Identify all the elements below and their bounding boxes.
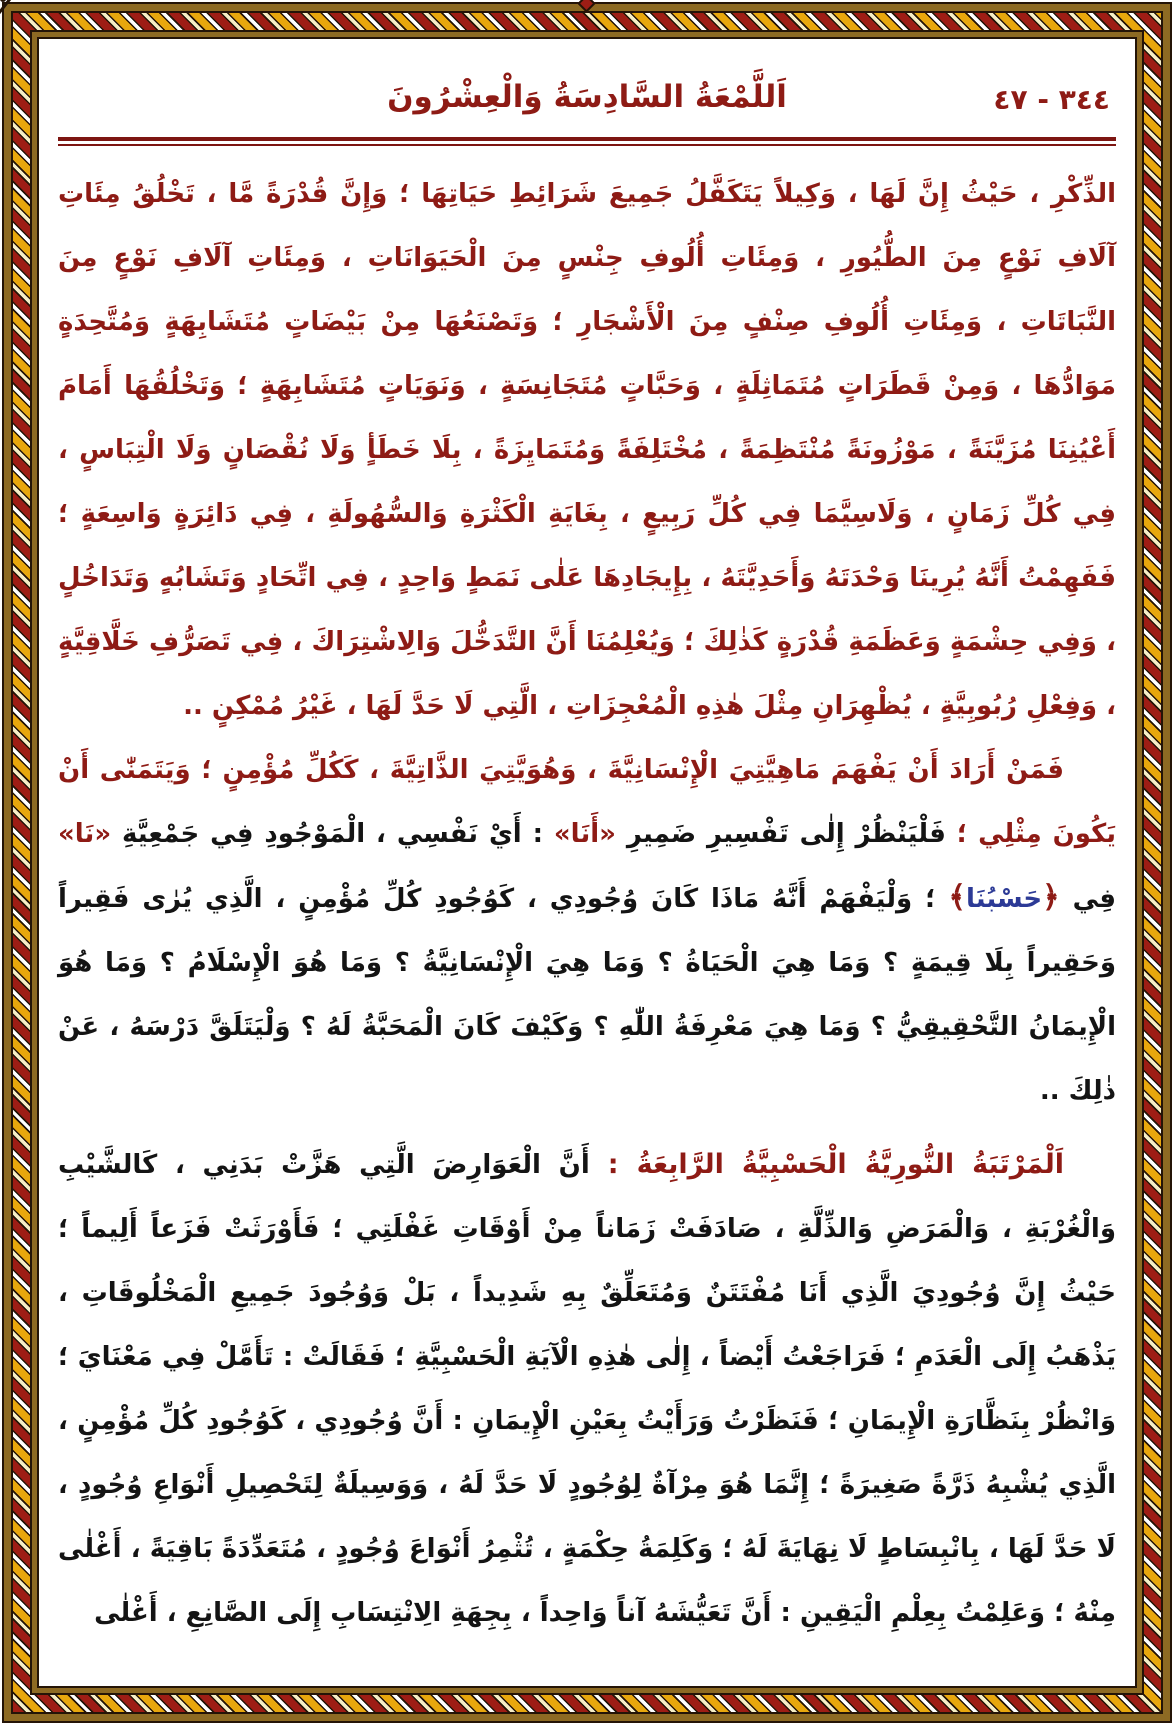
p2-black-tail: ؛ وَلْيَفْهَمْ أَنَّهُ مَاذَا كَانَ وُجُودِي ، كَوُجُودِ كُلِّ مُؤْمِنٍ ، الَّذِي يُرٰى فَقِيراً وَحَقِيراً بِلَا قِيمَةٍ ؟ وَمَا هِيَ الْحَيَاةُ ؟ وَمَا هِيَ الْإِنْسَانِيَّةُ ؟ وَمَا هُوَ الْإِسْلَامُ ؟ وَمَا هُوَ الْإِيمَانُ التَّحْقِيقِيُّ ؟ وَمَا هِيَ مَعْرِفَةُ اللّٰهِ ؟ وَكَيْفَ كَانَ الْمَحَبَّةُ لَهُ ؟ وَلْيَتَلَقَّ دَرْسَهُ ، عَنْ ذٰلِكَ .. <box>58 884 1116 1106</box>
p2-black-segment: فَلْيَنْظُرْ إِلٰى تَفْسِيرِ ضَمِيرِ <box>615 819 946 849</box>
corner-pin-ornament <box>0 0 11 14</box>
ornate-open-bracket: ﴿ <box>1042 880 1060 915</box>
paragraph-2 <box>58 738 1116 1123</box>
paragraph-3 <box>58 1133 1116 1645</box>
na-pronoun-quoted: «نَا» <box>58 819 112 849</box>
ana-pronoun-quoted: «أَنَا» <box>553 819 616 849</box>
section-heading-fourth-luminous-degree: اَلْمَرْتَبَةُ النُّورِيَّةُ الْحَسْبِيَّةُ الرَّابِعَةُ : <box>589 1149 1064 1180</box>
p2-red-lead: فَمَنْ أَرَادَ أَنْ يَفْهَمَ مَاهِيَّتِيَ الْإِنْسَانِيَّةَ ، وَهُوَيَّتِيَ الذَّاتِيَّةَ ، كَكُلِّ مُؤْمِنٍ ؛ وَيَتَمَنّٰى أَنْ يَكُونَ مِثْلِي ؛ <box>58 755 1116 849</box>
p3-body: أَنَّ الْعَوَارِضَ الَّتِي هَزَّتْ بَدَنِي ، كَالشَّيْبِ وَالْغُرْبَةِ ، وَالْمَرَضِ وَالذِّلَّةِ ، صَادَفَتْ زَمَاناً مِنْ أَوْقَاتِ غَفْلَتِي ؛ فَأَوْرَثَتْ فَزَعاً أَلِيماً ؛ حَيْثُ إِنَّ وُجُودِيَ الَّذِي أَنَا مُفْتَتَنٌ وَمُتَعَلِّقٌ بِهِ شَدِيداً ، بَلْ وَوُجُودَ جَمِيعِ الْمَخْلُوقَاتِ ، يَذْهَبُ إِلَى الْعَدَمِ ؛ فَرَاجَعْتُ أَيْضاً ، إِلٰى هٰذِهِ الْآيَةِ الْحَسْبِيَّةِ ؛ فَقَالَتْ : تَأَمَّلْ فِي مَعْنَايَ ؛ وَانْظُرْ بِنَظَّارَةِ الْإِيمَانِ ؛ فَنَظَرْتُ وَرَأَيْتُ بِعَيْنِ الْإِيمَانِ : أَنَّ وُجُودِي ، كَوُجُودِ كُلِّ مُؤْمِنٍ ، الَّذِي يُشْبِهُ ذَرَّةً صَغِيرَةً ؛ إِنَّمَا هُوَ مِرْآةٌ لِوُجُودٍ لَا حَدَّ لَهُ ، وَوَسِيلَةٌ لِتَحْصِيلِ أَنْوَاعِ وُجُودٍ ، لَا حَدَّ لَهَا ، بِانْبِسَاطٍ لَا نِهَايَةَ لَهُ ؛ وَكَلِمَةُ حِكْمَةٍ ، تُثْمِرُ أَنْوَاعَ وُجُودٍ ، مُتَعَدِّدَةً بَاقِيَةً ، أَغْلٰى مِنْهُ ؛ وَعَلِمْتُ بِعِلْمِ الْيَقِينِ : أَنَّ تَعَيُّشَهُ آناً وَاحِداً ، بِجِهَةِ الِانْتِسَابِ إِلَى الصَّانِعِ ، أَغْلٰى <box>58 1150 1116 1628</box>
top-center-diamond-ornament <box>577 0 595 13</box>
page-content <box>58 39 1116 1683</box>
p2-black-segment: فِي <box>1059 884 1116 914</box>
page-title: اَللَّمْعَةُ السَّادِسَةُ وَالْعِشْرُونَ <box>387 79 787 115</box>
page-header <box>58 39 1116 127</box>
ornate-close-bracket: ﴾ <box>948 880 966 915</box>
p2-black-segment: : أَيْ نَفْسِي ، الْمَوْجُودِ فِي جَمْعِيَّةِ <box>111 819 554 849</box>
body-text <box>58 162 1116 1645</box>
hasbuna-highlight-word: حَسْبُنَا <box>965 884 1043 914</box>
page-number: ٣٤٤ - ٤٧ <box>993 83 1110 116</box>
header-divider-double-rule <box>58 137 1116 146</box>
paragraph-1: الذِّكْرِ ، حَيْثُ إِنَّ لَهَا ، وَكِيلاً يَتَكَفَّلُ جَمِيعَ شَرَائِطِ حَيَاتِهَا ؛ وَإِنَّ قُدْرَةً مَّا ، تَخْلُقُ مِئَاتِ آلَافِ نَوْعٍ مِنَ الطُّيُورِ ، وَمِئَاتِ أُلُوفِ جِنْسٍ مِنَ الْحَيَوَانَاتِ ، وَمِئَاتِ آلَافِ نَوْعٍ مِنَ النَّبَاتَاتِ ، وَمِئَاتِ أُلُوفِ صِنْفٍ مِنَ الْأَشْجَارِ ؛ وَتَصْنَعُهَا مِنْ بَيْضَاتٍ مُتَشَابِهَةٍ وَمُتَّحِدَةٍ مَوَادُّهَا ، وَمِنْ قَطَرَاتٍ مُتَمَاثِلَةٍ ، وَحَبَّاتٍ مُتَجَانِسَةٍ ، وَنَوَيَاتٍ مُتَشَابِهَةٍ ؛ وَتَخْلُقُهَا أَمَامَ أَعْيُنِنَا مُزَيَّنَةً ، مَوْزُونَةً مُنْتَظِمَةً ، مُخْتَلِفَةً وَمُتَمَايِزَةً ، بِلَا خَطَأٍ وَلَا نُقْصَانٍ وَلَا الْتِبَاسٍ ، فِي كُلِّ زَمَانٍ ، وَلَاسِيَّمَا فِي كُلِّ رَبِيعٍ ، بِغَايَةِ الْكَثْرَةِ وَالسُّهُولَةِ ، فِي دَائِرَةٍ وَاسِعَةٍ ؛ فَفَهِمْتُ أَنَّهُ يُرِينَا وَحْدَتَهُ وَأَحَدِيَّتَهُ ، بِإِيجَادِهَا عَلٰى نَمَطٍ وَاحِدٍ ، فِي اتِّحَادٍ وَتَشَابُهٍ وَتَدَاخُلٍ ، وَفِي حِشْمَةٍ وَعَظَمَةِ قُدْرَةٍ كَذٰلِكَ ؛ وَيُعْلِمُنَا أَنَّ التَّدَخُّلَ وَالِاشْتِرَاكَ ، فِي تَصَرُّفِ خَلَّاقِيَّةٍ ، وَفِعْلِ رُبُوبِيَّةٍ ، يُظْهِرَانِ مِثْلَ هٰذِهِ الْمُعْجِزَاتِ ، الَّتِي لَا حَدَّ لَهَا ، غَيْرُ مُمْكِنٍ .. <box>58 179 1116 721</box>
